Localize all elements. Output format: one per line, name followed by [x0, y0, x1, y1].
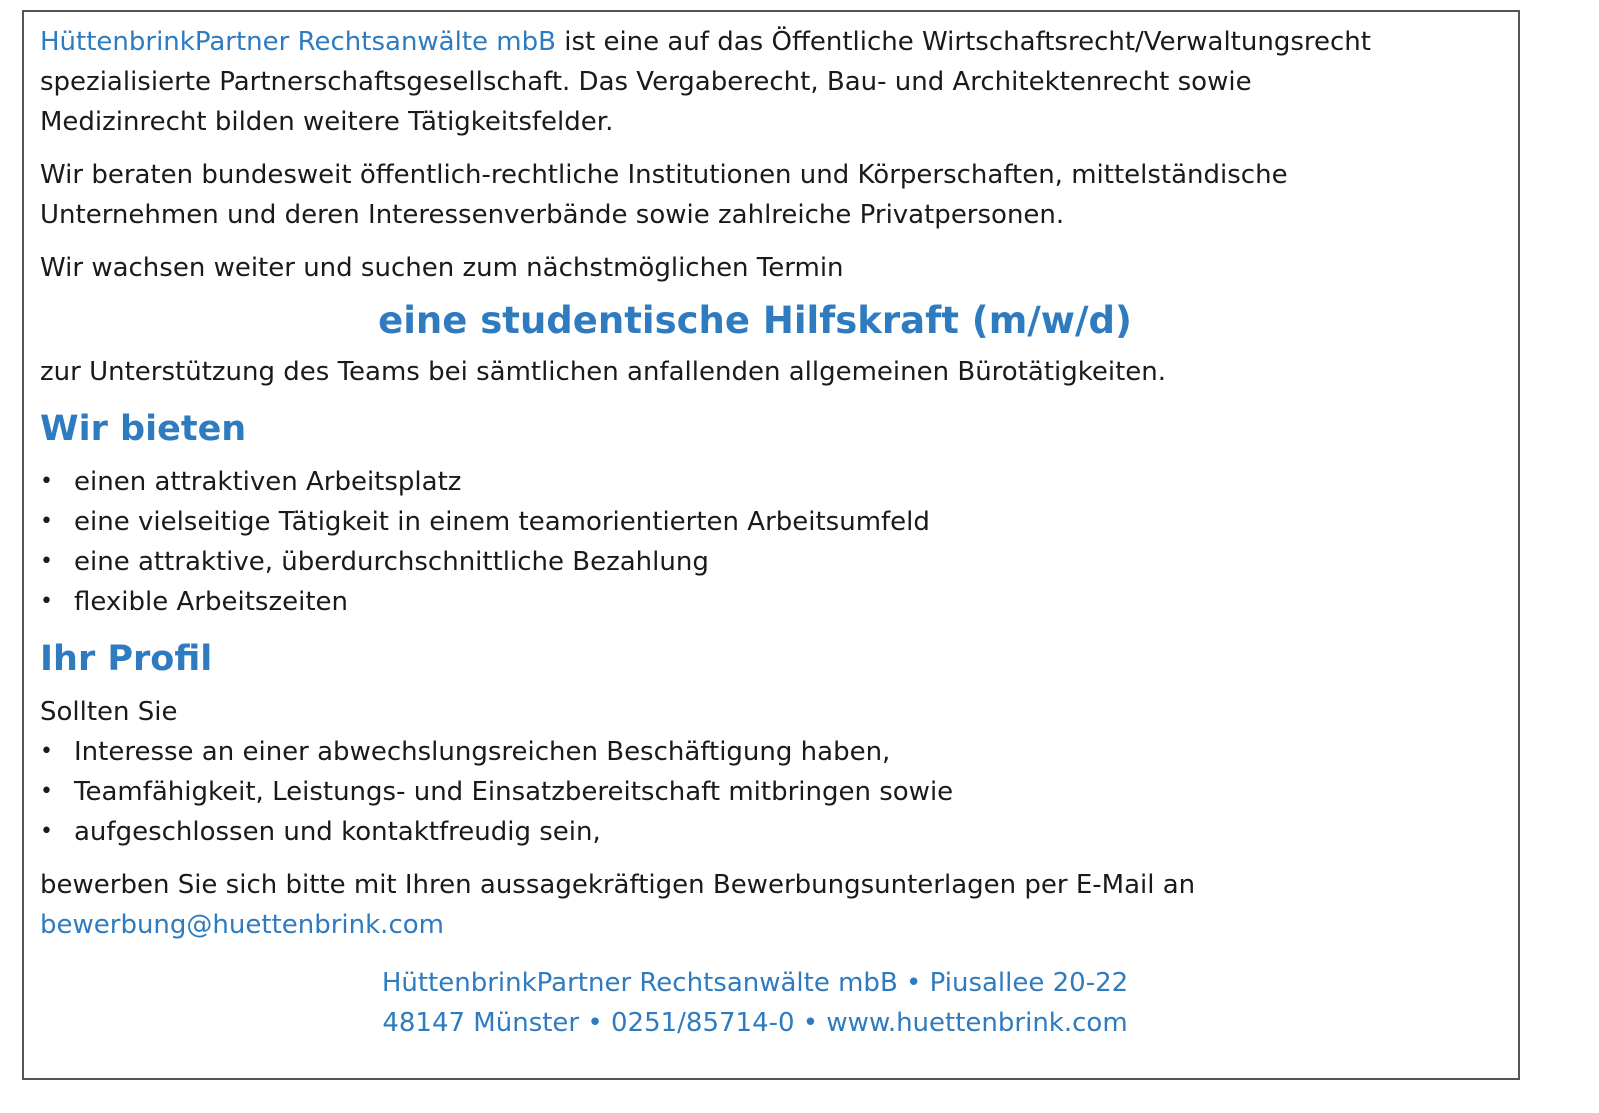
bullet-icon: •	[40, 589, 53, 614]
firm-name: HüttenbrinkPartner Rechtsanwälte mbB	[40, 27, 556, 57]
footer-line1: HüttenbrinkPartner Rechtsanwälte mbB • Piusallee 20-22	[381, 968, 1129, 998]
offer-list	[40, 462, 1510, 622]
profile-list	[40, 732, 1510, 852]
offer-heading: Wir bieten	[40, 409, 247, 449]
list-item: • flexible Arbeitszeiten	[40, 582, 1510, 622]
email-link[interactable]: bewerbung@huettenbrink.com	[40, 910, 444, 940]
search-intro: Wir wachsen weiter und suchen zum nächstmöglichen Termin	[40, 253, 844, 283]
list-item: • eine attraktive, überdurchschnittliche Bezahlung	[40, 542, 1510, 582]
apply-text: bewerben Sie sich bitte mit Ihren aussagekräftigen Bewerbungsunterlagen per E-Mail an	[40, 870, 1196, 900]
profile-heading: Ihr Profil	[40, 639, 213, 679]
bullet-icon: •	[40, 819, 53, 844]
bullet-icon: •	[40, 779, 53, 804]
profile-lead: Sollten Sie	[40, 697, 178, 727]
list-item: • Teamfähigkeit, Leistungs- und Einsatzbereitschaft mitbringen sowie	[40, 772, 1510, 812]
bullet-icon: •	[40, 549, 53, 574]
clients-line1: Wir beraten bundesweit öffentlich-rechtliche Institutionen und Körperschaften, mittelständische	[40, 160, 1288, 190]
clients-paragraph	[40, 155, 1510, 235]
list-item: • einen attraktiven Arbeitsplatz	[40, 462, 1510, 502]
bullet-icon: •	[40, 739, 53, 764]
intro-paragraph	[40, 22, 1510, 142]
job-title: eine studentische Hilfskraft (m/w/d)	[378, 299, 1132, 342]
intro-line2: spezialisierte Partnerschaftsgesellschaft. Das Vergaberecht, Bau- und Architektenrecht sowie	[40, 67, 1252, 97]
footer-line2: 48147 Münster • 0251/85714-0 • www.huettenbrink.com	[382, 1008, 1128, 1038]
footer-contact	[40, 963, 1510, 1043]
intro-line1-rest: ist eine auf das Öffentliche Wirtschaftsrecht/Verwaltungsrecht	[555, 27, 1371, 57]
job-ad-content	[40, 22, 1510, 1043]
list-item: • Interesse an einer abwechslungsreichen Beschäftigung haben,	[40, 732, 1510, 772]
list-item: • aufgeschlossen und kontaktfreudig sein,	[40, 812, 1510, 852]
bullet-icon: •	[40, 509, 53, 534]
intro-line3: Medizinrecht bilden weitere Tätigkeitsfelder.	[40, 107, 614, 137]
apply-paragraph	[40, 865, 1510, 945]
job-description: zur Unterstützung des Teams bei sämtlichen anfallenden allgemeinen Bürotätigkeiten.	[40, 357, 1167, 387]
list-item: • eine vielseitige Tätigkeit in einem teamorientierten Arbeitsumfeld	[40, 502, 1510, 542]
clients-line2: Unternehmen und deren Interessenverbände sowie zahlreiche Privatpersonen.	[40, 200, 1065, 230]
bullet-icon: •	[40, 469, 53, 494]
